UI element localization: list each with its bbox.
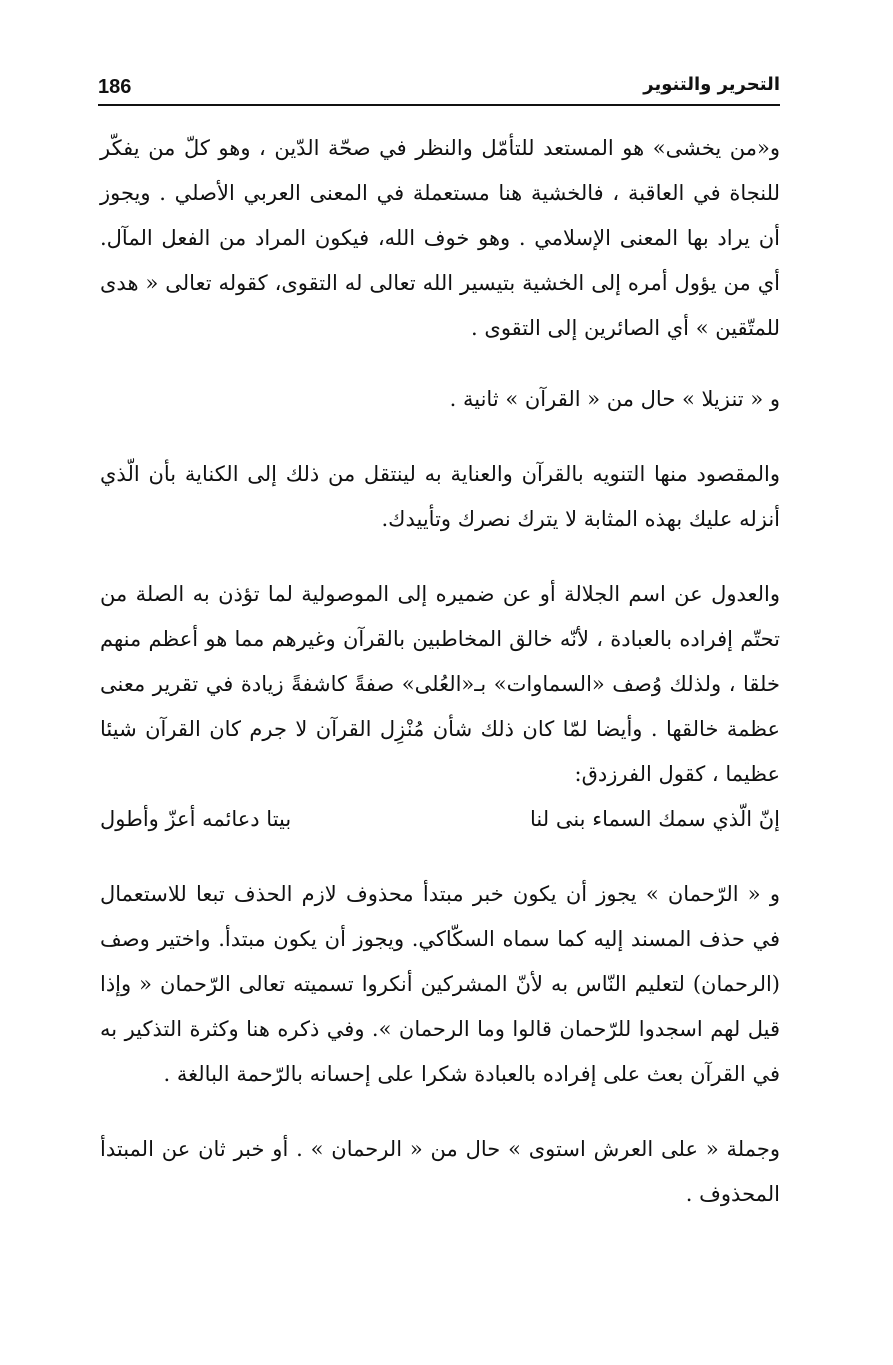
page-body	[100, 126, 780, 1217]
poetry-verse	[100, 797, 780, 842]
paragraph-5: و « الرّحمان » يجوز أن يكون خبر مبتدأ محذوف لازم الحذف تبعا للاستعمال في حذف المسند إليه كما سماه السكّاكي. ويجوز أن يكون مبتدأ. واختير وصف (الرحمان) لتعليم النّاس به لأنّ المشركين أنكروا تسميته تعالى الرّحمان « وإذا قيل لهم اسجدوا للرّحمان قالوا وما الرحمان ». وفي ذكره هنا وكثرة التذكير به في القرآن بعث على إفراده بالعبادة شكرا على إحسانه بالرّحمة البالغة .	[100, 882, 780, 1086]
verse-second-hemistich: بيتا دعائمه أعزّ وأطول	[100, 807, 292, 831]
page-number: 186	[98, 76, 132, 98]
verse-first-hemistich: إنّ الّذي سمك السماء بنى لنا	[530, 807, 780, 831]
paragraph-6: وجملة « على العرش استوى » حال من « الرحمان » . أو خبر ثان عن المبتدأ المحذوف .	[100, 1137, 780, 1206]
running-title: التحرير والتنوير	[643, 74, 780, 95]
paragraph-2: و « تنزيلا » حال من « القرآن » ثانية .	[449, 387, 780, 411]
paragraph-1: و«من يخشى» هو المستعد للتأمّل والنظر في صحّة الدّين ، وهو كلّ من يفكّر للنجاة في العاقبة ، فالخشية هنا مستعملة في المعنى العربي الأصلي . ويجوز أن يراد بها المعنى الإسلامي . وهو خوف الله، فيكون المراد من الفعل المآل. أي من يؤول أمره إلى الخشية بتيسير الله تعالى له التقوى، كقوله تعالى « هدى للمتّقين » أي الصائرين إلى التقوى .	[100, 136, 780, 340]
page-header	[98, 72, 780, 106]
paragraph-3: والمقصود منها التنويه بالقرآن والعناية به لينتقل من ذلك إلى الكناية بأن الّذي أنزله عليك بهذه المثابة لا يترك نصرك وتأييدك.	[100, 462, 780, 531]
paragraph-4: والعدول عن اسم الجلالة أو عن ضميره إلى الموصولية لما تؤذن به الصلة من تحتّم إفراده بالعبادة ، لأنّه خالق المخاطبين بالقرآن وغيرهم مما هو أعظم منهم خلقا ، ولذلك وُصف «السماوات» بـ«العُلى» صفةً كاشفةً زيادة في تقرير معنى عظمة خالقها . وأيضا لمّا كان ذلك شأن مُنْزِل القرآن لا جرم كان القرآن شيئا عظيما ، كقول الفرزدق:	[100, 582, 780, 786]
